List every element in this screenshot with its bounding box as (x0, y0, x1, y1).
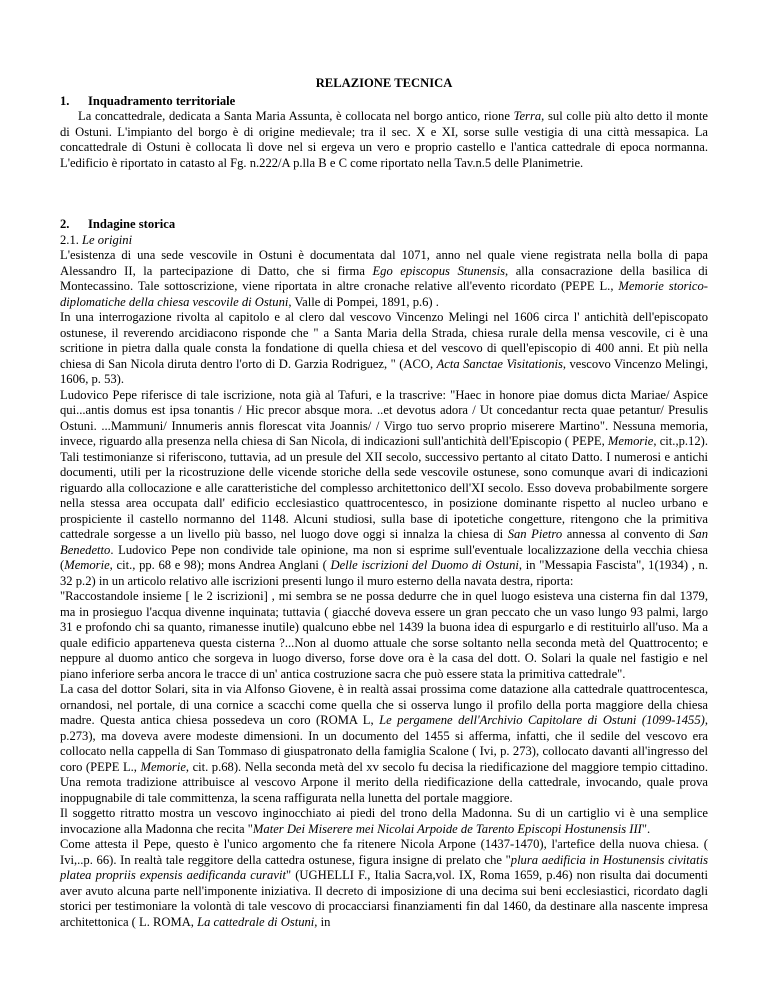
paragraph-1: L'esistenza di una sede vescovile in Ostuni è documentata dal 1071, anno nel quale viene registrata nella bolla di papa Alessandro II, la partecipazione di Datto, che si firma Ego episcopus Stunensis, alla consacrazione della basilica di Montecassino. Tale sottoscrizione, viene riportata in altre cronache relative all'evento ricordato (PEPE L., Memorie storico-diplomatiche della chiesa vescovile di Ostuni, Valle di Pompei, 1891, p.6) . (60, 248, 709, 309)
paragraph-6: Il soggetto ritratto mostra un vescovo inginocchiato ai piedi del trono della Madonna. Su di un cartiglio vi è una semplice invocazione alla Madonna che recita "Mater Dei Miserere mei Nicolai Arpoide de Tarento Episcopi Hostunensis III". (60, 806, 708, 836)
subsection-heading (60, 233, 708, 249)
paragraph-4-quote: "Raccostandole insieme [ le 2 iscrizioni] , mi sembra se ne possa dedurre che in quel luogo esisteva una cisterna fin dal 1379, ma in prosieguo l'acqua divenne inquinata; tuttavia ( giacché doveva essere un gran peccato che un vaso lungo 93 palmi, largo 31 e profondo chi sa quanto, rimanesse inutile) qualcuno ebbe nel 1439 la buona idea di espurgarlo e di restituirlo all'uso. Ma a quale edificio apparteneva questa cisterna ?...Non al duomo attuale che sorse soltanto nella seconda metà del Quattrocento; e neppure al duomo antico che sorgeva in luogo diverso, forse dove ora è la casa del dott. O. Solari la quale nel fastigio e nel piano inferiore serba ancora le tracce di un' antica costruzione sacra che può essere stata la primitiva cattedrale". (60, 589, 708, 681)
paragraph-7: Come attesta il Pepe, questo è l'unico argomento che fa ritenere Nicola Arpone (1437-1470), l'artefice della nuova chiesa. ( Ivi,..p. 66). In realtà tale reggitore della cattedra ostunese, figura insigne di prelato che "plura aedificia in Hostunensis civitatis platea propriis expensis aedificanda curavit" (UGHELLI F., Italia Sacra,vol. IX, Roma 1659, p.46) non risulta dai documenti aver avuto alcuna parte nell'imponente iniziativa. Il decreto di imposizione di una decima sui beni ecclesiastici, ricordato dagli storici per testimoniare la volontà di tale vescovo di procacciarsi finanziamenti fin dal 1460, da destinare alla nascente impresa architettonica ( L. ROMA, La cattedrale di Ostuni, in (60, 837, 708, 929)
paragraph-3: Ludovico Pepe riferisce di tale iscrizione, nota già al Tafuri, e la trascrive: "Haec in honore piae domus dicta Mariae/ Aspice qui...antis domus est ipsa tonantis / Hic precor absque mora. ..et devotus adora / Ut concedantur recta quae petantur/ Presulis Ostuni. ...Mammuni/ Innumeris annis florescat vita Joannis/ / Virgo tuo servo proprio miserere Martino". Nessuna memoria, invece, riguardo alla presenza nella chiesa di San Nicola, di indicazioni sull'antichità dell'Episcopio ( PEPE, Memorie, cit.,p.12). Tali testimonianze si riferiscono, tuttavia, ad un presule del XII secolo, successivo pertanto al citato Datto. I numerosi e antichi documenti, utili per la ricostruzione delle vicende storiche della sede vescovile ostunese, sono comunque avari di indicazioni riguardo alla collocazione e alle caratteristiche del complesso architettonico dell'XI secolo. Esso doveva probabilmente sorgere nella stessa area occupata dall' edificio ecclesiastico quattrocentesco, in posizione dominante rispetto al nucleo urbano e prospiciente il castello normanno del 1148. Alcuni studiosi, sulla base di ipotetiche congetture, ritengono che la primitiva cattedrale sorgesse a un livello più basso, nel luogo dove oggi si innalza la chiesa di San Pietro annessa al convento di San Benedetto. Ludovico Pepe non condivide tale opinione, ma non si esprime sull'eventuale localizzazione della vecchia chiesa (Memorie, cit., pp. 68 e 98); mons Andrea Anglani ( Delle iscrizioni del Duomo di Ostuni, in "Messapia Fascista", 1(1934) , n. 32 p.2) in un articolo relativo alle iscrizioni presenti lungo il muro esterno della navata destra, riporta: (60, 387, 708, 588)
section-1-paragraph: La concattedrale, dedicata a Santa Maria Assunta, è collocata nel borgo antico, rione Terra, sul colle più alto detto il monte di Ostuni. L'impianto del borgo è di origine medievale; tra il sec. X e XI, sorse sulle vestigia di una città messapica. La concattedrale di Ostuni è collocata lì dove nel si ergeva un vero e proprio castello e l'antica cattedrale di epoca normanna. L'edificio è riportato in catasto al Fg. n.222/A p.lla B e C come riportato nella Tav.n.5 delle Planimetrie. (60, 109, 708, 170)
subsection-number: 2.1. (60, 232, 79, 247)
section-1-heading (60, 94, 708, 110)
section-1-number: 1. (60, 93, 70, 108)
section-1-title: Inquadramento territoriale (88, 93, 236, 108)
section-2-title: Indagine storica (88, 217, 176, 231)
paragraph-2: In una interrogazione rivolta al capitolo e al clero dal vescovo Vincenzo Melingi nel 1606 circa l' antichità dell'episcopato ostunese, il reverendo arcidiacono risponde che " a Santa Maria della Strada, chiesa rurale della mensa vescovile, ci è una scritione in pietra dalla quale consta la fondatione di quella chiesa et del vescovo di quell'episcopio di 400 anni. Et più nella chiesa di San Nicola diruta dentro l'orto di D. Garzia Rodriguez, " (ACO, Acta Sanctae Visitationis, vescovo Vincenzo Melingi, 1606, p. 53). (60, 310, 708, 386)
document-page (60, 76, 708, 930)
paragraph-5: La casa del dottor Solari, sita in via Alfonso Giovene, è in realtà assai prossima come datazione alla cattedrale quattrocentesca, ornandosi, nel portale, di una cornice a scacchi come quella che si osserva lungo il profilo della porta maggiore della chiesa madre. Questa antica chiesa possedeva un coro (ROMA L, Le pergamene dell'Archivio Capitolare di Ostuni (1099-1455), p.273), ma doveva avere modeste dimensioni. In un documento del 1455 si afferma, infatti, che il sedile del vescovo era collocato nella cappella di San Tommaso di giuspatronato della famiglia Scalone ( Ivi, p. 273), collocato davanti all'ingresso del coro (PEPE L., Memorie, cit. p.68). Nella seconda metà del xv secolo fu decisa la riedificazione del maggiore tempio cittadino. Una remota tradizione attribuisce al vescovo Arpone il merito della riedificazione della cattedrale, invocando, quale prova inoppugnabile di tale committenza, la scena raffigurata nella lunetta del portale maggiore. (60, 682, 708, 805)
section-2-number: 2. (60, 217, 70, 231)
document-title: RELAZIONE TECNICA (315, 76, 453, 90)
subsection-title: Le origini (82, 232, 133, 247)
section-2-heading (60, 217, 708, 233)
